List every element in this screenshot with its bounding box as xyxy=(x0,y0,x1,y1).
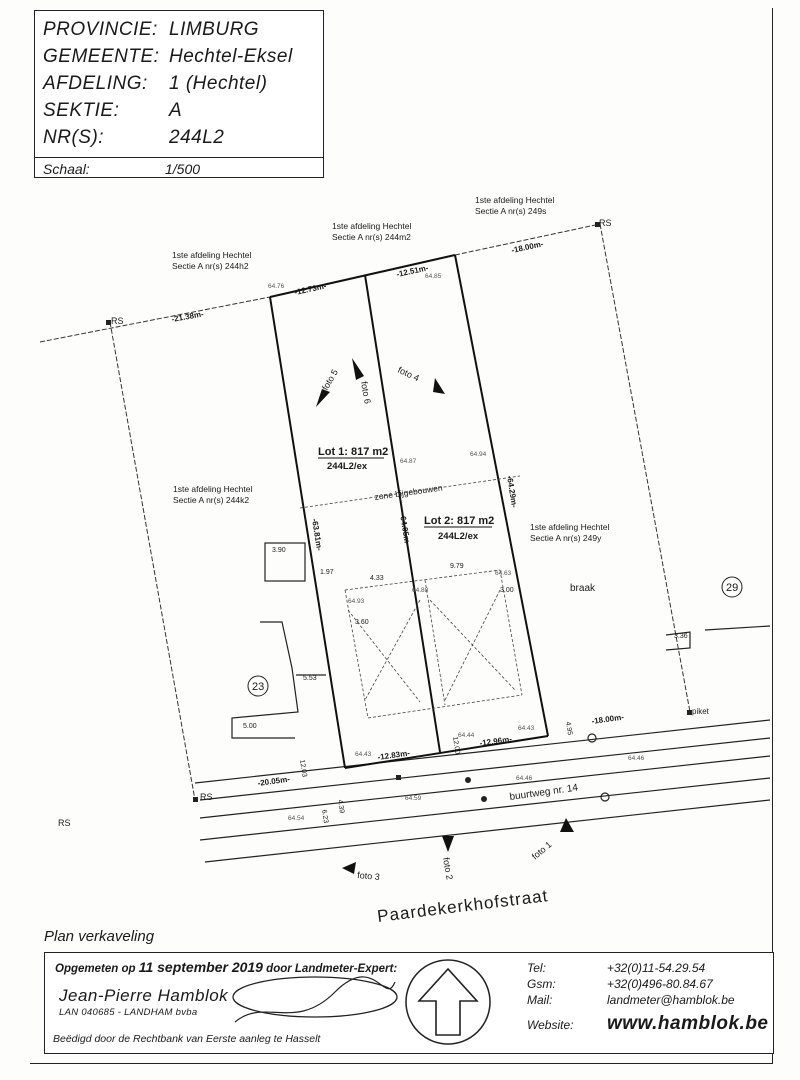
contact-mail: Mail: landmeter@hamblok.be xyxy=(527,993,735,1007)
dim-front-right: -18.00m- xyxy=(591,712,625,726)
lot2-ref: 244L2/ex xyxy=(438,531,479,542)
dim-lot2-front: -12.96m- xyxy=(479,734,513,748)
dim-3-60: 3.60 xyxy=(355,619,369,626)
lot1-ref: 244L2/ex xyxy=(327,461,368,472)
dim-12-03: 12.03 xyxy=(298,759,308,778)
dim-4-39: 4.39 xyxy=(336,799,346,814)
lot2-title: Lot 2: 817 m2 xyxy=(424,515,495,527)
dim-front-left: -20.05m- xyxy=(257,774,291,788)
zone-bijgebouwen-label: zone bijgebouwen xyxy=(373,482,444,502)
surveyor-lan: LAN 040685 - LANDHAM bvba xyxy=(59,1007,198,1018)
neighbor-249s-line1: 1ste afdeling Hechtel xyxy=(475,195,555,205)
foto-1-label: foto 1 xyxy=(529,839,554,862)
division-row: AFDELING: 1 (Hechtel) xyxy=(43,73,268,94)
rs-label-top-right: RS xyxy=(599,218,612,228)
piket-label: piket xyxy=(692,707,709,716)
lot1-title: Lot 1: 817 m2 xyxy=(318,446,389,458)
rs-label-road: RS xyxy=(200,792,213,802)
municipality-row: GEMEENTE: Hechtel-Eksel xyxy=(43,46,293,67)
dim-5-53: 5.53 xyxy=(303,675,317,682)
neighbor-249y-line2: Sectie A nr(s) 249y xyxy=(530,533,602,543)
dim-4-33: 4.33 xyxy=(370,575,384,582)
dim-lot2-top: -12.51m- xyxy=(395,263,430,279)
parcel-row: NR(S): 244L2 xyxy=(43,127,225,148)
house-number-23: 23 xyxy=(252,681,265,693)
dim-lot2-side: -64.05m- xyxy=(398,512,412,547)
neighbor-boundaries xyxy=(40,224,690,800)
neighbor-244m2-line1: 1ste afdeling Hechtel xyxy=(332,221,412,231)
dim-lot1-top: -12.73m- xyxy=(293,281,328,297)
dim-lot1-front: -12.83m- xyxy=(377,748,411,762)
north-arrow-icon xyxy=(403,957,493,1047)
elev-6444: 64.44 xyxy=(458,732,475,739)
house-number-29: 29 xyxy=(726,582,739,594)
dim-lot1-side: -63.81m- xyxy=(310,517,324,552)
elev-6463: 64.63 xyxy=(495,570,512,577)
section-row: SEKTIE: A xyxy=(43,100,183,121)
dim-3-00: 3.00 xyxy=(500,587,514,594)
surveyor-oath: Beëdigd door de Rechtbank van Eerste aanleg te Hasselt xyxy=(53,1033,321,1045)
dim-3-90: 3.90 xyxy=(272,547,286,554)
dim-9-79: 9.79 xyxy=(450,563,464,570)
elev-6443b: 64.43 xyxy=(518,725,535,732)
foto-6-label: foto 6 xyxy=(359,380,373,405)
neighbor-244k2-line1: 1ste afdeling Hechtel xyxy=(173,484,253,494)
elev-6443a: 64.43 xyxy=(355,751,372,758)
elev-6454: 64.54 xyxy=(288,815,305,822)
neighbor-244k2-line2: Sectie A nr(s) 244k2 xyxy=(173,495,250,505)
neighbor-249y-line1: 1ste afdeling Hechtel xyxy=(530,522,610,532)
elev-6459: 64.59 xyxy=(405,795,422,802)
elev-6446a: 64.46 xyxy=(628,755,645,762)
rs-label-bottom-left: RS xyxy=(58,818,71,828)
surveyed-line: Opgemeten op 11 september 2019 door Landmeter-Expert: xyxy=(55,959,398,975)
zone-outline xyxy=(300,476,522,718)
dim-6-23: 6.23 xyxy=(320,809,330,824)
foto-4-label: foto 4 xyxy=(396,364,421,384)
dim-12-00: 12.00 xyxy=(451,736,461,755)
elev-6488: 64.88 xyxy=(412,587,429,594)
signature-mark xyxy=(225,967,405,1037)
neighbor-244m2-line2: Sectie A nr(s) 244m2 xyxy=(332,232,411,242)
dim-top-right: -18.00m- xyxy=(510,239,545,255)
surveyor-footer xyxy=(44,952,774,1054)
elev-6485: 64.85 xyxy=(425,273,442,280)
dim-top-left: -21.38m- xyxy=(170,309,205,324)
foto-3-label: foto 3 xyxy=(356,870,381,882)
contact-tel: Tel: +32(0)11-54.29.54 xyxy=(527,961,706,975)
elev-6493: 64.93 xyxy=(348,598,365,605)
neighbor-249s-line2: Sectie A nr(s) 249s xyxy=(475,206,547,216)
elev-6476: 64.76 xyxy=(268,283,285,290)
braak-label: braak xyxy=(570,583,596,594)
road-features xyxy=(588,734,609,801)
foto-2-label: foto 2 xyxy=(441,856,455,881)
neighbor-244h2-line2: Sectie A nr(s) 244h2 xyxy=(172,261,249,271)
neighbor-244h2-line1: 1ste afdeling Hechtel xyxy=(172,250,252,260)
lot-boundaries xyxy=(270,255,548,768)
scale-row: Schaal: 1/500 xyxy=(43,161,201,177)
dim-5-00: 5.00 xyxy=(243,723,257,730)
dim-right-side: -64.29m- xyxy=(505,474,519,509)
rs-label-left: RS xyxy=(111,316,124,326)
street-name: Paardekerkhofstraat xyxy=(376,886,550,926)
dim-1-97: 1.97 xyxy=(320,569,334,576)
contact-block xyxy=(527,961,769,1034)
contact-website: Website: www.hamblok.be xyxy=(527,1013,769,1034)
contact-gsm: Gsm: +32(0)496-80.84.67 xyxy=(527,977,713,991)
surveyor-name: Jean-Pierre Hamblok xyxy=(59,986,229,1005)
elev-6446b: 64.46 xyxy=(516,775,533,782)
plan-title: Plan verkaveling xyxy=(44,928,155,945)
elev-6487: 64.87 xyxy=(400,458,417,465)
dim-4-95: 4.95 xyxy=(564,721,574,736)
elev-6494: 64.94 xyxy=(470,451,487,458)
province-row: PROVINCIE: LIMBURG xyxy=(43,19,260,40)
road-label: buurtweg nr. 14 xyxy=(508,782,579,803)
dim-3-36: 3.36 xyxy=(674,633,688,640)
foto-5-label: foto 5 xyxy=(320,367,340,392)
